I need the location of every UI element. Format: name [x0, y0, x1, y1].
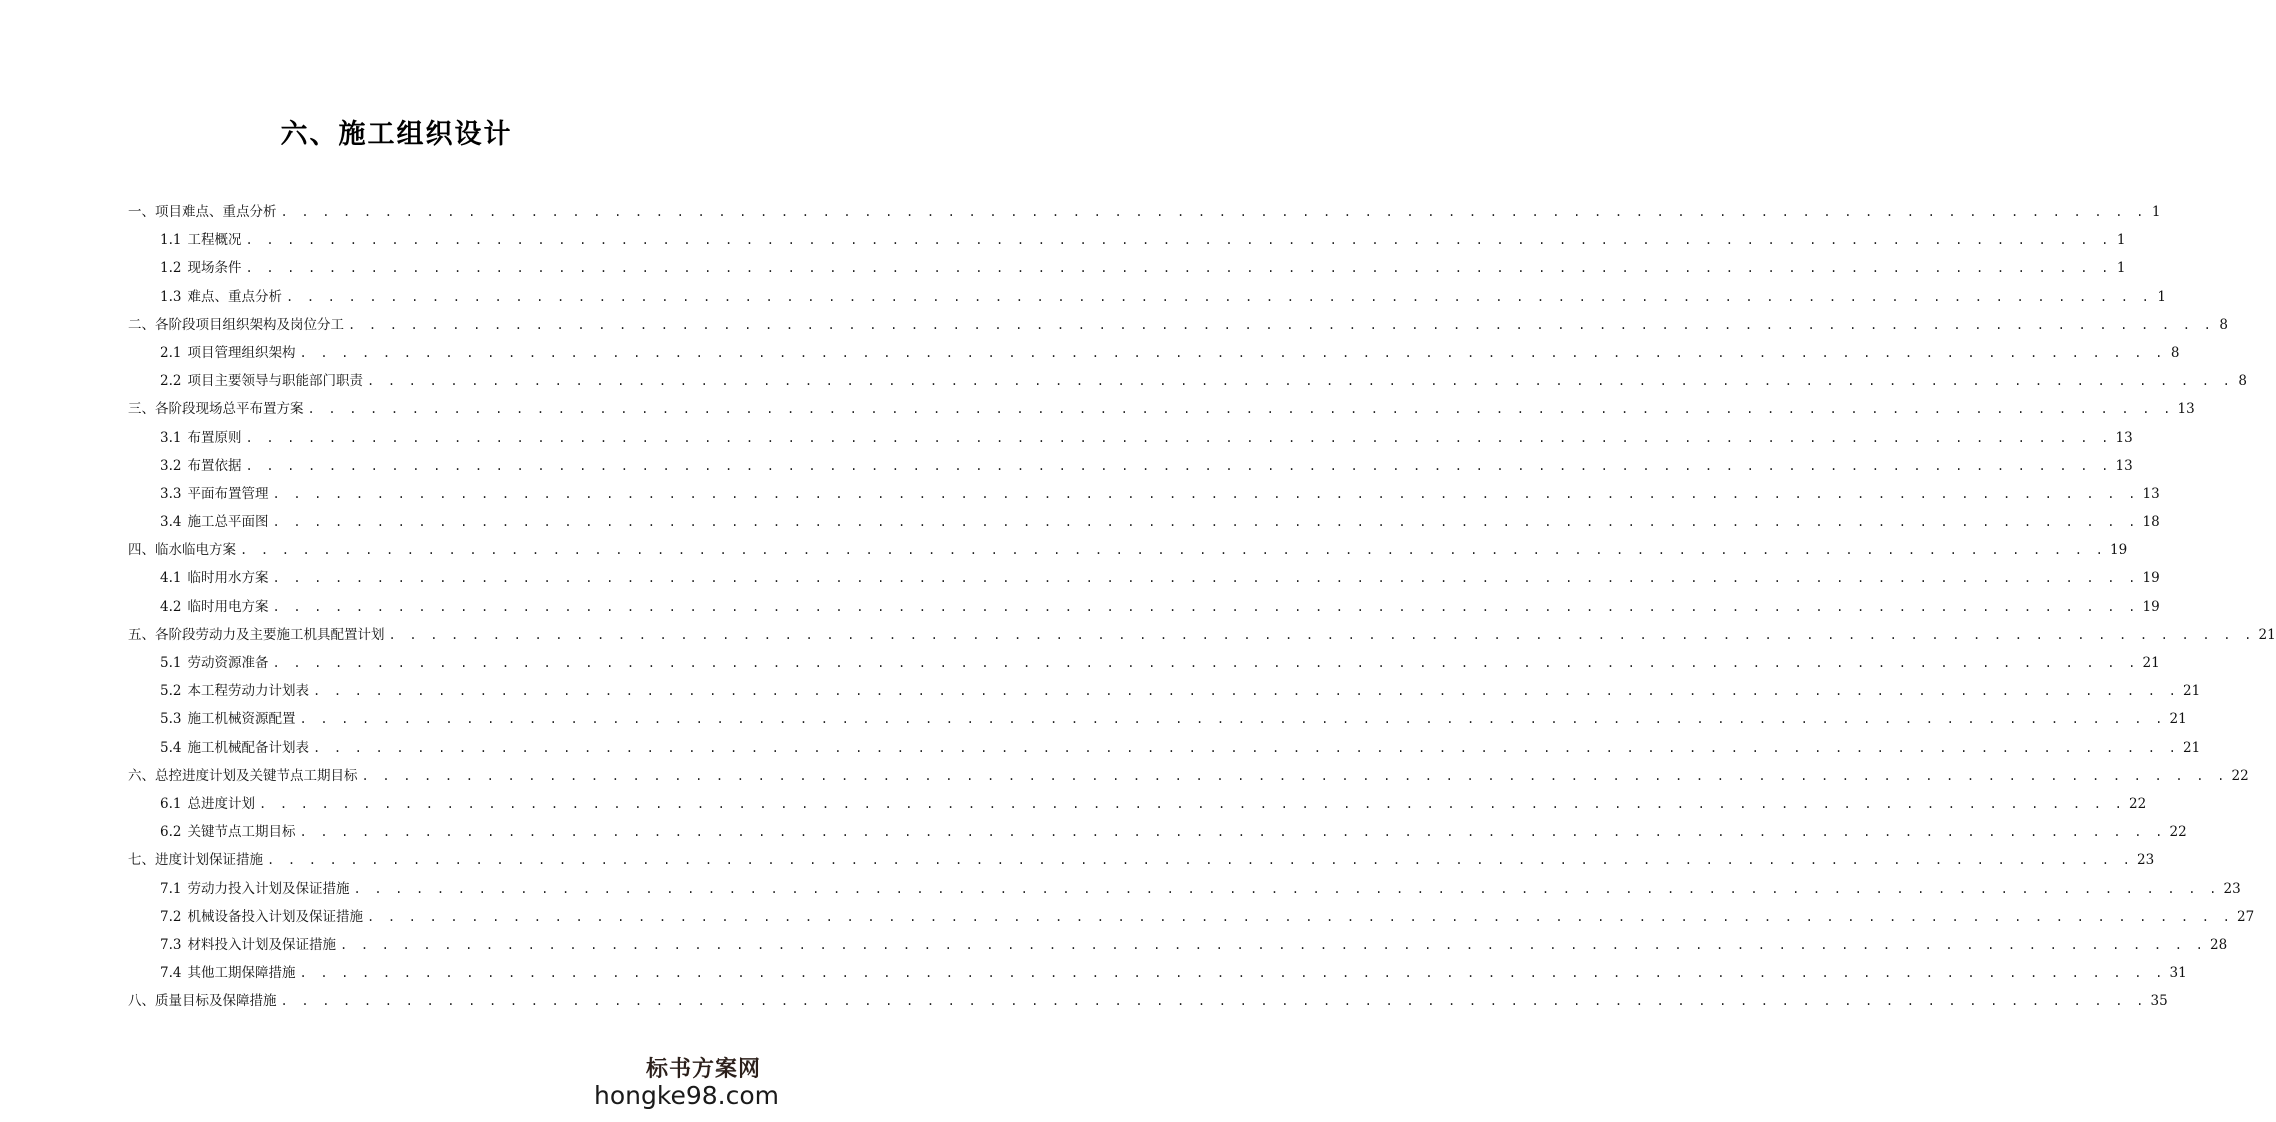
toc-page-number: 21: [2183, 739, 2201, 756]
toc-section-entry[interactable]: [128, 734, 2201, 762]
toc-entry-title: [128, 846, 263, 874]
toc-entry-label: 施工机械配备计划表: [187, 739, 309, 756]
toc-entry-label: 二、各阶段项目组织架构及岗位分工: [128, 316, 344, 333]
toc-section-entry[interactable]: [128, 705, 2187, 733]
toc-entry-label: 总进度计划: [187, 795, 255, 812]
toc-entry-label: 劳动力投入计划及保证措施: [187, 880, 350, 897]
toc-section-entry[interactable]: [128, 875, 2241, 903]
toc-chapter-entry[interactable]: [128, 395, 2195, 423]
toc-dot-leader: . . . . . . . . . . . . . . . . . . . . . . . . . . . . . . . . . . . . . . . . . . . . . . . . . . . . . . . . . . . . . . . . . . . . . . . . . . . . . . . . . . . . . . . . . .: [366, 374, 2233, 389]
toc-entry-title: [160, 339, 295, 367]
toc-page-number: 23: [2137, 852, 2155, 869]
toc-dot-leader: . . . . . . . . . . . . . . . . . . . . . . . . . . . . . . . . . . . . . . . . . . . . . . . . . . . . . . . . . . . . . . . . . . . . . . . . . . . . . . . . . . . . . . . . . .: [245, 430, 2112, 445]
toc-entry-label: 项目管理组织架构: [187, 344, 296, 361]
toc-entry-title: [160, 790, 255, 818]
toc-entry-title: [160, 677, 309, 705]
toc-section-entry[interactable]: [128, 677, 2201, 705]
toc-section-entry[interactable]: [128, 226, 2126, 254]
toc-entry-title: [160, 649, 268, 677]
toc-entry-title: [160, 424, 241, 452]
toc-section-number: 3.4: [160, 514, 182, 531]
toc-dot-leader: . . . . . . . . . . . . . . . . . . . . . . . . . . . . . . . . . . . . . . . . . . . . . . . . . . . . . . . . . . . . . . . . . . . . . . . . . . . . . . . . . . . . . . . . . .: [312, 684, 2179, 699]
toc-page-number: 23: [2223, 880, 2241, 897]
toc-dot-leader: . . . . . . . . . . . . . . . . . . . . . . . . . . . . . . . . . . . . . . . . . . . . . . . . . . . . . . . . . . . . . . . . . . . . . . . . . . . . . . . . . . . . . . . . . .: [307, 402, 2174, 417]
toc-section-entry[interactable]: [128, 903, 2255, 931]
toc-page-number: 35: [2150, 993, 2168, 1010]
toc-entry-title: [160, 931, 336, 959]
toc-section-entry[interactable]: [128, 424, 2133, 452]
toc-page-number: 1: [2157, 288, 2166, 305]
toc-page-number: 13: [2142, 485, 2160, 502]
toc-chapter-entry[interactable]: [128, 762, 2249, 790]
toc-entry-title: [128, 621, 385, 649]
toc-section-number: 5.2: [160, 683, 182, 700]
toc-entry-label: 临时用水方案: [187, 570, 269, 587]
toc-entry-label: 五、各阶段劳动力及主要施工机具配置计划: [128, 626, 385, 643]
toc-entry-title: [160, 283, 282, 311]
toc-entry-title: [160, 564, 268, 592]
toc-entry-title: [128, 395, 304, 423]
toc-page-number: 13: [2177, 401, 2195, 418]
toc-entry-title: [160, 903, 363, 931]
toc-section-number: 5.4: [160, 739, 182, 756]
toc-dot-leader: . . . . . . . . . . . . . . . . . . . . . . . . . . . . . . . . . . . . . . . . . . . . . . . . . . . . . . . . . . . . . . . . . . . . . . . . . . . . . . . . . . . . . . . . . .: [272, 656, 2139, 670]
toc-entry-label: 布置原则: [187, 429, 242, 446]
toc-section-entry[interactable]: [128, 367, 2247, 395]
toc-section-number: 6.1: [160, 795, 182, 812]
toc-page-number: 31: [2169, 965, 2187, 982]
toc-page-number: 8: [2170, 344, 2180, 361]
toc-page-number: 1: [2116, 260, 2126, 277]
toc-entry-label: 难点、重点分析: [187, 288, 282, 305]
toc-chapter-entry[interactable]: [128, 621, 2276, 649]
toc-page-number: 19: [2110, 542, 2128, 559]
toc-entry-label: 项目主要领导与职能部门职责: [187, 373, 363, 390]
toc-entry-label: 七、进度计划保证措施: [128, 852, 263, 869]
toc-entry-title: [160, 734, 309, 762]
toc-section-entry[interactable]: [128, 593, 2160, 621]
toc-page-number: 22: [2129, 795, 2147, 812]
toc-chapter-entry[interactable]: [128, 846, 2155, 874]
toc-page-number: 13: [2115, 457, 2133, 474]
toc-entry-title: [160, 593, 268, 621]
toc-dot-leader: . . . . . . . . . . . . . . . . . . . . . . . . . . . . . . . . . . . . . . . . . . . . . . . . . . . . . . . . . . . . . . . . . . . . . . . . . . . . . . . . . . . . . . . . . .: [361, 768, 2228, 783]
toc-section-entry[interactable]: [128, 649, 2160, 677]
toc-entry-title: [128, 762, 358, 790]
toc-page-number: 21: [2258, 626, 2276, 643]
toc-dot-leader: . . . . . . . . . . . . . . . . . . . . . . . . . . . . . . . . . . . . . . . . . . . . . . . . . . . . . . . . . . . . . . . . . . . . . . . . . . . . . . . . . . . . . . . . . .: [366, 909, 2233, 924]
toc-section-entry[interactable]: [128, 564, 2160, 592]
toc-section-number: 5.1: [160, 655, 182, 671]
toc-chapter-entry[interactable]: [128, 536, 2128, 564]
toc-page-number: 22: [2231, 767, 2249, 784]
toc-section-number: 4.1: [160, 570, 182, 587]
toc-entry-label: 现场条件: [187, 260, 242, 277]
toc-entry-label: 劳动资源准备: [187, 655, 269, 671]
toc-page-number: 21: [2142, 655, 2160, 671]
toc-section-number: 3.1: [160, 429, 182, 446]
site-watermark: [594, 1052, 779, 1110]
toc-section-number: 2.2: [160, 373, 182, 390]
toc-dot-leader: . . . . . . . . . . . . . . . . . . . . . . . . . . . . . . . . . . . . . . . . . . . . . . . . . . . . . . . . . . . . . . . . . . . . . . . . . . . . . . . . . . . . . . . . . .: [299, 825, 2166, 840]
toc-entry-title: [160, 959, 295, 987]
table-of-contents: [128, 198, 2276, 1015]
toc-entry-label: 四、临水临电方案: [128, 542, 236, 559]
toc-entry-title: [128, 198, 277, 226]
toc-page-number: 19: [2142, 570, 2160, 587]
toc-section-number: 7.3: [160, 936, 182, 953]
toc-dot-leader: . . . . . . . . . . . . . . . . . . . . . . . . . . . . . . . . . . . . . . . . . . . . . . . . . . . . . . . . . . . . . . . . . . . . . . . . . . . . . . . . . . . . . . . . . .: [299, 712, 2166, 727]
toc-dot-leader: . . . . . . . . . . . . . . . . . . . . . . . . . . . . . . . . . . . . . . . . . . . . . . . . . . . . . . . . . . . . . . . . . . . . . . . . . . . . . . . . . . . . . . . . . .: [245, 261, 2112, 276]
toc-entry-label: 三、各阶段现场总平布置方案: [128, 401, 304, 418]
toc-entry-label: 其他工期保障措施: [187, 965, 296, 982]
toc-page-number: 22: [2169, 824, 2187, 841]
toc-section-number: 4.2: [160, 598, 182, 615]
toc-entry-title: [128, 987, 277, 1015]
toc-dot-leader: . . . . . . . . . . . . . . . . . . . . . . . . . . . . . . . . . . . . . . . . . . . . . . . . . . . . . . . . . . . . . . . . . . . . . . . . . . . . . . . . . . . . . . . . . .: [348, 317, 2215, 332]
watermark-chinese-text: 标书方案网: [645, 1056, 761, 1082]
toc-dot-leader: . . . . . . . . . . . . . . . . . . . . . . . . . . . . . . . . . . . . . . . . . . . . . . . . . . . . . . . . . . . . . . . . . . . . . . . . . . . . . . . . . . . . . . . . . .: [272, 571, 2139, 586]
toc-dot-leader: . . . . . . . . . . . . . . . . . . . . . . . . . . . . . . . . . . . . . . . . . . . . . . . . . . . . . . . . . . . . . . . . . . . . . . . . . . . . . . . . . . . . . . . . . .: [258, 796, 2125, 811]
toc-entry-label: 布置依据: [187, 457, 242, 474]
toc-chapter-entry[interactable]: [128, 987, 2168, 1015]
toc-entry-label: 六、总控进度计划及关键节点工期目标: [128, 767, 358, 784]
toc-page-number: 1: [2151, 204, 2161, 220]
toc-section-entry[interactable]: [128, 339, 2180, 367]
toc-section-entry[interactable]: [128, 283, 2166, 311]
toc-page-number: 8: [2238, 373, 2247, 390]
toc-entry-label: 工程概况: [187, 232, 242, 249]
toc-dot-leader: . . . . . . . . . . . . . . . . . . . . . . . . . . . . . . . . . . . . . . . . . . . . . . . . . . . . . . . . . . . . . . . . . . . . . . . . . . . . . . . . . . . . . . . . . .: [299, 966, 2166, 981]
toc-page-number: 28: [2210, 936, 2228, 953]
toc-entry-title: [160, 875, 349, 903]
toc-entry-label: 机械设备投入计划及保证措施: [187, 908, 363, 925]
toc-dot-leader: . . . . . . . . . . . . . . . . . . . . . . . . . . . . . . . . . . . . . . . . . . . . . . . . . . . . . . . . . . . . . . . . . . . . . . . . . . . . . . . . . . . . . . . . . .: [280, 994, 2147, 1009]
toc-page-number: 8: [2219, 316, 2229, 333]
toc-section-number: 1.3: [160, 288, 182, 305]
toc-section-number: 3.2: [160, 457, 182, 474]
toc-dot-leader: . . . . . . . . . . . . . . . . . . . . . . . . . . . . . . . . . . . . . . . . . . . . . . . . . . . . . . . . . . . . . . . . . . . . . . . . . . . . . . . . . . . . . . . . . .: [245, 233, 2112, 248]
toc-entry-title: [160, 254, 241, 282]
toc-entry-label: 本工程劳动力计划表: [187, 683, 309, 700]
toc-section-entry[interactable]: [128, 959, 2187, 987]
toc-page-number: 13: [2115, 429, 2133, 446]
toc-section-entry[interactable]: [128, 508, 2160, 536]
toc-section-number: 2.1: [160, 344, 182, 361]
toc-dot-leader: . . . . . . . . . . . . . . . . . . . . . . . . . . . . . . . . . . . . . . . . . . . . . . . . . . . . . . . . . . . . . . . . . . . . . . . . . . . . . . . . . . . . . . . . . .: [280, 205, 2147, 219]
toc-chapter-entry[interactable]: [128, 198, 2161, 226]
toc-chapter-entry[interactable]: [128, 311, 2229, 339]
toc-entry-label: 施工总平面图: [187, 514, 269, 531]
toc-entry-title: [128, 311, 344, 339]
toc-entry-label: 施工机械资源配置: [187, 711, 296, 728]
toc-section-number: 6.2: [160, 824, 182, 841]
toc-dot-leader: . . . . . . . . . . . . . . . . . . . . . . . . . . . . . . . . . . . . . . . . . . . . . . . . . . . . . . . . . . . . . . . . . . . . . . . . . . . . . . . . . . . . . . . . . .: [245, 458, 2112, 473]
toc-section-number: 5.3: [160, 711, 182, 728]
toc-entry-label: 临时用电方案: [187, 598, 269, 615]
toc-section-entry[interactable]: [128, 254, 2126, 282]
toc-entry-title: [160, 452, 241, 480]
toc-page-number: 21: [2169, 711, 2187, 728]
toc-section-entry[interactable]: [128, 931, 2228, 959]
watermark-url-text: hongke98.com: [594, 1081, 779, 1110]
toc-dot-leader: . . . . . . . . . . . . . . . . . . . . . . . . . . . . . . . . . . . . . . . . . . . . . . . . . . . . . . . . . . . . . . . . . . . . . . . . . . . . . . . . . . . . . . . . . .: [353, 881, 2220, 896]
toc-dot-leader: . . . . . . . . . . . . . . . . . . . . . . . . . . . . . . . . . . . . . . . . . . . . . . . . . . . . . . . . . . . . . . . . . . . . . . . . . . . . . . . . . . . . . . . . . .: [299, 345, 2166, 360]
toc-entry-title: [160, 508, 268, 536]
toc-dot-leader: . . . . . . . . . . . . . . . . . . . . . . . . . . . . . . . . . . . . . . . . . . . . . . . . . . . . . . . . . . . . . . . . . . . . . . . . . . . . . . . . . . . . . . . . . .: [339, 937, 2206, 952]
toc-entry-title: [160, 367, 363, 395]
toc-section-entry[interactable]: [128, 480, 2160, 508]
toc-dot-leader: . . . . . . . . . . . . . . . . . . . . . . . . . . . . . . . . . . . . . . . . . . . . . . . . . . . . . . . . . . . . . . . . . . . . . . . . . . . . . . . . . . . . . . . . . .: [312, 740, 2179, 755]
toc-dot-leader: . . . . . . . . . . . . . . . . . . . . . . . . . . . . . . . . . . . . . . . . . . . . . . . . . . . . . . . . . . . . . . . . . . . . . . . . . . . . . . . . . . . . . . . . . .: [272, 599, 2139, 614]
toc-dot-leader: . . . . . . . . . . . . . . . . . . . . . . . . . . . . . . . . . . . . . . . . . . . . . . . . . . . . . . . . . . . . . . . . . . . . . . . . . . . . . . . . . . . . . . . . . .: [267, 853, 2134, 868]
toc-entry-label: 一、项目难点、重点分析: [128, 204, 277, 220]
toc-entry-title: [160, 226, 241, 254]
toc-entry-title: [160, 818, 295, 846]
toc-dot-leader: . . . . . . . . . . . . . . . . . . . . . . . . . . . . . . . . . . . . . . . . . . . . . . . . . . . . . . . . . . . . . . . . . . . . . . . . . . . . . . . . . . . . . . . . . .: [388, 627, 2255, 642]
toc-entry-label: 材料投入计划及保证措施: [187, 936, 336, 953]
toc-section-number: 7.2: [160, 908, 182, 925]
toc-dot-leader: . . . . . . . . . . . . . . . . . . . . . . . . . . . . . . . . . . . . . . . . . . . . . . . . . . . . . . . . . . . . . . . . . . . . . . . . . . . . . . . . . . . . . . . . . .: [240, 543, 2107, 558]
toc-page-number: 1: [2116, 232, 2126, 249]
toc-section-number: 1.1: [160, 232, 182, 249]
toc-dot-leader: . . . . . . . . . . . . . . . . . . . . . . . . . . . . . . . . . . . . . . . . . . . . . . . . . . . . . . . . . . . . . . . . . . . . . . . . . . . . . . . . . . . . . . . . . .: [272, 486, 2139, 501]
toc-entry-title: [160, 480, 268, 508]
toc-section-number: 7.1: [160, 880, 182, 897]
toc-entry-title: [128, 536, 236, 564]
page-title: 六、施工组织设计: [280, 119, 513, 150]
toc-page-number: 27: [2237, 908, 2255, 925]
toc-page-number: 19: [2142, 598, 2160, 615]
toc-entry-title: [160, 705, 295, 733]
toc-dot-leader: . . . . . . . . . . . . . . . . . . . . . . . . . . . . . . . . . . . . . . . . . . . . . . . . . . . . . . . . . . . . . . . . . . . . . . . . . . . . . . . . . . . . . . . . . .: [285, 289, 2152, 304]
toc-section-number: 3.3: [160, 485, 182, 502]
toc-page-number: 18: [2142, 514, 2160, 531]
toc-dot-leader: . . . . . . . . . . . . . . . . . . . . . . . . . . . . . . . . . . . . . . . . . . . . . . . . . . . . . . . . . . . . . . . . . . . . . . . . . . . . . . . . . . . . . . . . . .: [272, 515, 2139, 530]
toc-section-number: 1.2: [160, 260, 182, 277]
toc-section-entry[interactable]: [128, 452, 2133, 480]
toc-entry-label: 八、质量目标及保障措施: [128, 993, 277, 1010]
toc-section-entry[interactable]: [128, 790, 2147, 818]
toc-section-number: 7.4: [160, 965, 182, 982]
toc-page-number: 21: [2183, 683, 2201, 700]
toc-section-entry[interactable]: [128, 818, 2187, 846]
toc-entry-label: 平面布置管理: [187, 485, 269, 502]
toc-entry-label: 关键节点工期目标: [187, 824, 296, 841]
